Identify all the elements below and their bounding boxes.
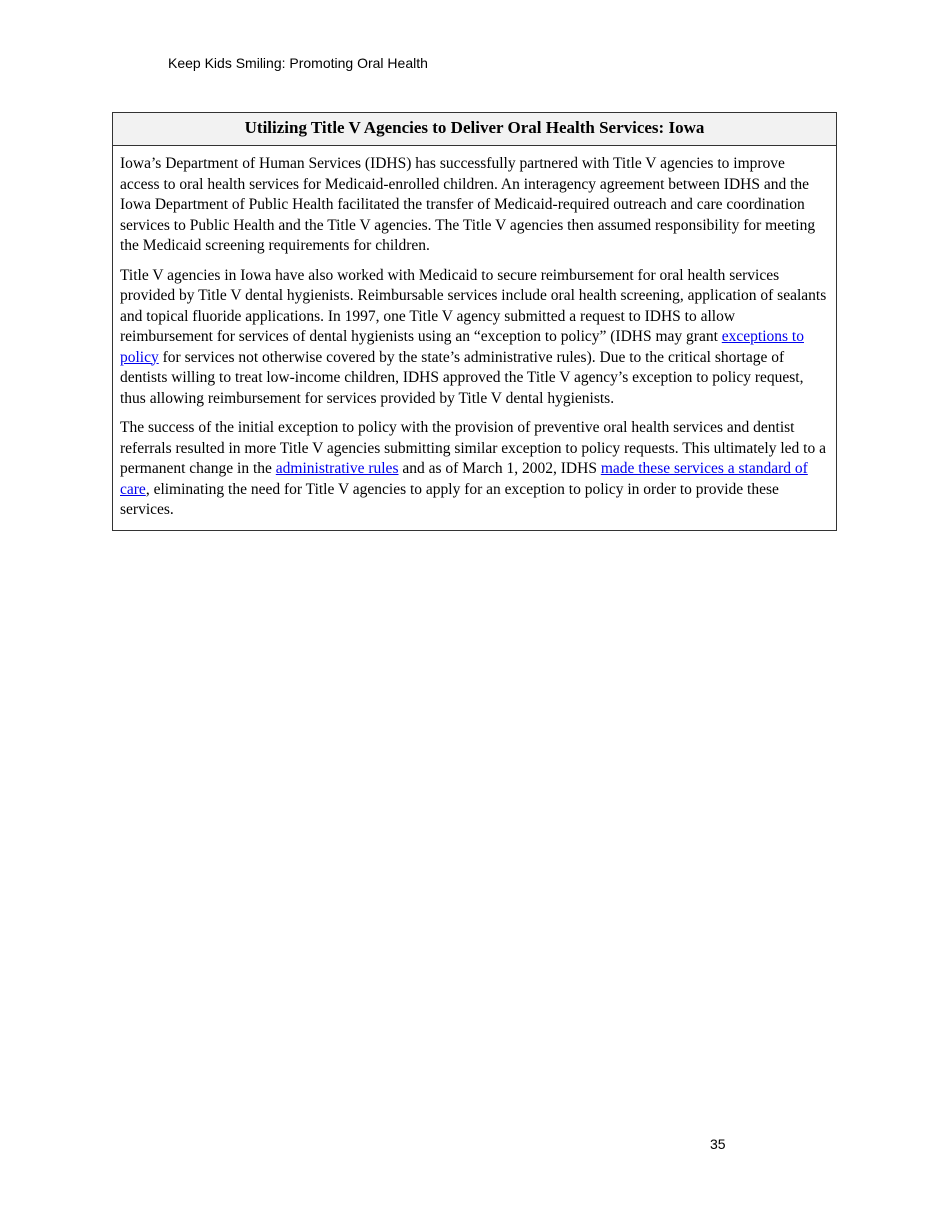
case-study-box [112,112,837,531]
paragraph-2-text-start: Title V agencies in Iowa have also worked with Medicaid to secure reimbursement for oral health services provided by Title V dental hygienists. Reimbursable services include oral health screening, application of sealants and topical fluoride applications. In 1997, one Title V agency submitted a request to IDHS to allow reimbursement for services of dental hygienists using an “exception to policy” (IDHS may grant [120,266,827,345]
running-header: Keep Kids Smiling: Promoting Oral Health [168,55,428,71]
paragraph-1: Iowa’s Department of Human Services (IDHS) has successfully partnered with Title V agencies to improve access to oral health services for Medicaid-enrolled children. An interagency agreement between IDHS and the Iowa Department of Public Health facilitated the transfer of Medicaid-required outreach and care coordination services to Public Health and the Title V agencies. The Title V agencies then assumed responsibility for meeting the Medicaid screening requirements for children. [120,155,816,254]
administrative-rules-link[interactable]: administrative rules [275,460,399,477]
paragraph-3 [120,418,828,521]
paragraph-3-text-end: , eliminating the need for Title V agencies to apply for an exception to policy in order to provide these services. [120,480,779,518]
page-number: 35 [710,1136,726,1152]
paragraph-3-text-start: The success of the initial exception to policy with the provision of preventive oral health services and dentist referrals resulted in more Title V agencies submitting similar exception to policy requests. This ultimately led to a permanent change in the [120,419,826,477]
standard-of-care-link[interactable]: made these services a standard of care [120,460,808,498]
paragraph-3-text-middle: and as of March 1, 2002, IDHS [398,460,601,477]
paragraph-2-text-end: for services not otherwise covered by the state’s administrative rules). Due to the critical shortage of dentists willing to treat low-income children, IDHS approved the Title V agency’s exception to policy request, thus allowing reimbursement for services provided by Title V dental hygienists. [120,348,804,407]
paragraph-2 [120,266,828,410]
case-study-body [113,146,836,530]
exceptions-to-policy-link[interactable]: exceptions to policy [120,328,804,366]
case-study-title: Utilizing Title V Agencies to Deliver Oral Health Services: Iowa [113,113,836,146]
